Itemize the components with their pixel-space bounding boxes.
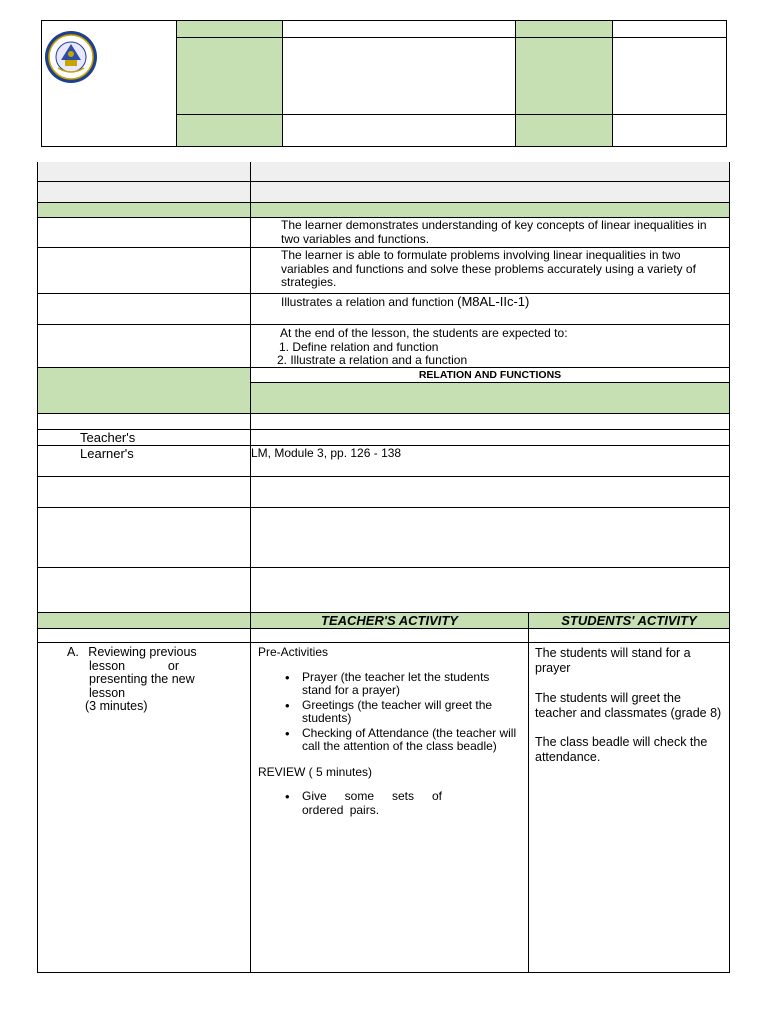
learners-material-value: LM, Module 3, pp. 126 - 138: [251, 446, 402, 460]
student-response-greet: The students will greet the teacher and classmates (grade 8): [535, 691, 722, 720]
standards-value-cell: [251, 182, 729, 203]
specific-objectives-label: [38, 325, 251, 368]
pre-activity-item: • Prayer (the teacher let the students stand for a prayer): [302, 671, 518, 698]
teachers-guide-label: Teacher's: [80, 430, 136, 445]
step-a-line1: [38, 646, 250, 660]
header-value-cell: [613, 38, 726, 115]
header-label-cell: [177, 115, 283, 146]
textbook-label-cell: [38, 477, 251, 508]
step-a-title-line1: Reviewing previous: [88, 645, 197, 659]
competency-cell: [251, 294, 729, 325]
content-standard-text: [251, 218, 729, 248]
section-label-cell: [38, 203, 251, 218]
other-resources-label-cell: [38, 568, 251, 613]
step-a-title-line4: lesson: [89, 685, 126, 700]
spacer-cell: [38, 629, 251, 643]
procedures-label-cell: [38, 613, 251, 629]
objectives-label-cell: [38, 162, 251, 182]
header-value-cell: [283, 38, 516, 115]
header-value-cell: [613, 115, 726, 146]
competency-code: (M8AL-IIc-1): [457, 294, 530, 309]
teachers-guide-cell: [38, 430, 251, 446]
review-list: [258, 790, 518, 817]
header-value-cell: [613, 21, 726, 38]
learners-material-label: Learner's: [80, 446, 134, 461]
teacher-activity-cell: [251, 643, 529, 972]
pre-activity-item: • Greetings (the teacher will greet the students): [302, 699, 518, 726]
step-a-title-line2a: lesson: [89, 658, 126, 673]
resources-value-cell: [251, 414, 729, 430]
review-label: REVIEW ( 5 minutes): [258, 764, 373, 779]
spacer-cell: [251, 629, 529, 643]
header-label-cell: [516, 115, 613, 146]
step-a-title-line3: presenting the new: [89, 672, 195, 686]
header-value-cell: [283, 115, 516, 146]
student-activity-header-cell: [529, 613, 729, 629]
specific-objective-item: 1. Define relation and function: [279, 339, 439, 354]
performance-standard: The learner is able to formulate problems involving linear inequalities in two variables and functions and solve these problems accurately using a variety of strategies.: [281, 248, 696, 289]
content-label-cell: [38, 368, 251, 414]
objectives-value-cell: [251, 162, 729, 182]
step-a-line2: [38, 660, 179, 674]
header-label-cell: [516, 38, 613, 115]
spacer-cell: [529, 629, 729, 643]
competency-text: Illustrates a relation and function: [281, 295, 454, 309]
student-response-attendance: The class beadle will check the attendance.: [535, 735, 708, 764]
performance-standard-label: [38, 248, 251, 294]
pre-activities-list: [258, 671, 518, 754]
step-a-letter: A.: [67, 645, 79, 659]
content-topic-sub-cell: [251, 383, 729, 414]
content-topic: RELATION AND FUNCTIONS: [418, 369, 562, 381]
specific-objectives-intro: At the end of the lesson, the students are expected to:: [280, 326, 568, 340]
other-resources-value-cell: [251, 568, 729, 613]
section-value-cell: [251, 203, 729, 218]
teacher-activity-header: TEACHER'S ACTIVITY: [321, 613, 458, 628]
step-a-cell: [38, 643, 251, 972]
resources-label-cell: [38, 414, 251, 430]
content-topic-cell: [251, 368, 729, 383]
step-a-time: (3 minutes): [85, 699, 148, 713]
student-activity-cell: [529, 643, 729, 972]
step-a-title-line2b: or: [167, 658, 179, 673]
teacher-activity-header-cell: [251, 613, 529, 629]
deped-seal-icon: [44, 30, 98, 84]
performance-standard-text: [251, 248, 729, 294]
specific-objective-item: 2. Illustrate a relation and a function: [277, 353, 468, 367]
header-label-cell: [177, 38, 283, 115]
header-label-cell: [177, 21, 283, 38]
competency-label: [38, 294, 251, 325]
header-label-cell: [516, 21, 613, 38]
student-activity-header: STUDENTS' ACTIVITY: [561, 613, 697, 628]
learners-material-value-cell: [251, 446, 729, 477]
pre-activities-label: Pre-Activities: [258, 645, 329, 659]
header-value-cell: [283, 21, 516, 38]
lesson-plan-table: [37, 162, 730, 973]
textbook-value-cell: [251, 477, 729, 508]
lr-portal-label-cell: [38, 508, 251, 568]
standards-label-cell: [38, 182, 251, 203]
specific-objectives-cell: [251, 325, 729, 368]
student-response-prayer: The students will stand for a prayer: [535, 646, 691, 675]
teachers-guide-value: [251, 430, 729, 446]
learners-material-cell: [38, 446, 251, 477]
content-standard-label: [38, 218, 251, 248]
lr-portal-value-cell: [251, 508, 729, 568]
pre-activity-item: • Checking of Attendance (the teacher will call the attention of the class beadle): [302, 727, 518, 754]
review-item: • Give some sets of ordered pairs.: [302, 790, 442, 817]
content-standard: The learner demonstrates understanding of key concepts of linear inequalities in two variables and functions.: [281, 218, 707, 246]
header-table: [41, 20, 727, 147]
